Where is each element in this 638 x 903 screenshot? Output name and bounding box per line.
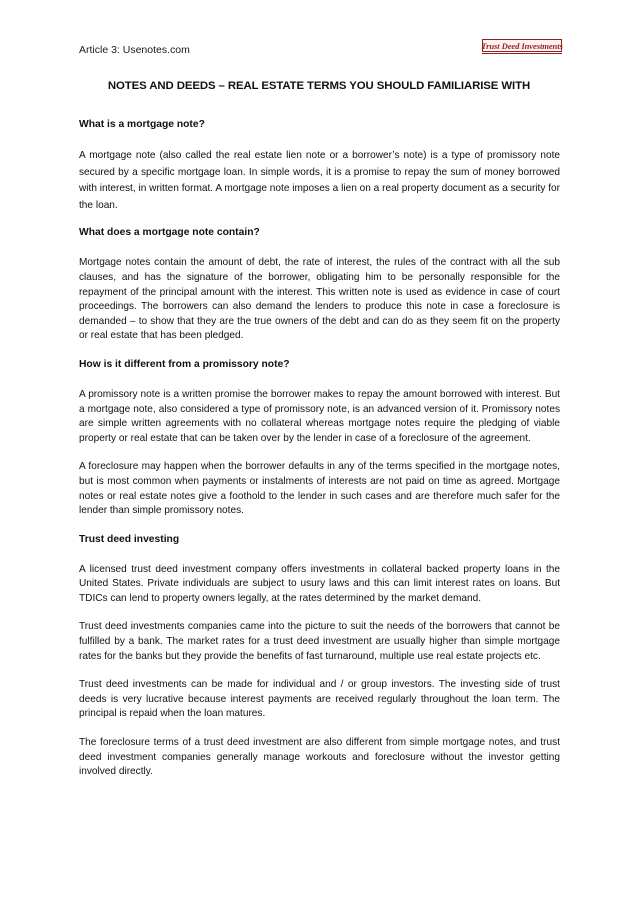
section-heading: Trust deed investing bbox=[79, 533, 180, 545]
section-paragraph: A mortgage note (also called the real estate lien note or a borrower’s note) is a type of promissory note secured by a specific mortgage loan. In simple words, it is a promise to repay the sum of money borrowed with interest, in written format. A mortgage note imposes a lien on a real property document as a security for the loan. bbox=[79, 150, 560, 211]
section-paragraph: Trust deed investments companies came into the picture to suit the needs of the borrowers that cannot be fulfilled by a bank. The market rates for a trust deed investment are usually higher than simple mortgage rates for the banks but they provide the benefits of fast turnaround, multiple use real estate projects etc. bbox=[79, 621, 560, 662]
article-label: Article 3: Usenotes.com bbox=[79, 44, 190, 56]
trust-deed-logo bbox=[482, 39, 562, 52]
logo-underline bbox=[482, 53, 562, 54]
section-paragraph: A licensed trust deed investment company offers investments in collateral backed property loans in the United States. Private individuals are subject to usury laws and this can limit interest rates on loans. But TDICs can lend to property owners legally, at the rates determined by the market demand. bbox=[79, 563, 560, 604]
section-paragraph: Mortgage notes contain the amount of debt, the rate of interest, the rules of the contract with all the sub clauses, and has the signature of the borrower, obligating him to be personally responsible for the repayment of the principal amount with the interest. This written note is used as evidence in case of court proceedings. The borrowers can also demand the lenders to produce this note in case a foreclosure is demanded – to show that they are the true owners of the debt and can do as they seem fit on the property or real estate that has been pledged. bbox=[79, 257, 560, 342]
section-paragraph: The foreclosure terms of a trust deed investment are also different from simple mortgage notes, and trust deed investment companies generally manage workouts and foreclosure without the investor getting involved directly. bbox=[79, 737, 560, 778]
section-heading: What is a mortgage note? bbox=[79, 119, 205, 130]
page-title: NOTES AND DEEDS – REAL ESTATE TERMS YOU SHOULD FAMILIARISE WITH bbox=[107, 80, 531, 92]
section-heading: What does a mortgage note contain? bbox=[79, 227, 260, 239]
section-paragraph: Trust deed investments can be made for individual and / or group investors. The investing side of trust deeds is very lucrative because interest payments are received regularly throughout the loan term. The principal is repaid when the loan matures. bbox=[79, 679, 560, 720]
section-heading: How is it different from a promissory note? bbox=[79, 358, 290, 370]
article-body bbox=[79, 118, 560, 794]
section-paragraph: A foreclosure may happen when the borrower defaults in any of the terms specified in the mortgage notes, but is most common when payments or instalments of interests are not paid on time as agreed. Mortgage notes or real estate notes give a foothold to the lender in such cases and are therefore much safer for the lender than simple promissory notes. bbox=[79, 461, 560, 517]
section-paragraph: A promissory note is a written promise the borrower makes to repay the amount borrowed with interest. But a mortgage note, also considered a type of promissory note, is an advanced version of it. Promissory notes are simple written agreements with no collateral whereas mortgage notes require the pledging of viable property or real estate that can be taken over by the lender in case of a foreclosure of the agreement. bbox=[79, 388, 560, 444]
logo-text: Trust Deed Investments bbox=[481, 40, 563, 51]
